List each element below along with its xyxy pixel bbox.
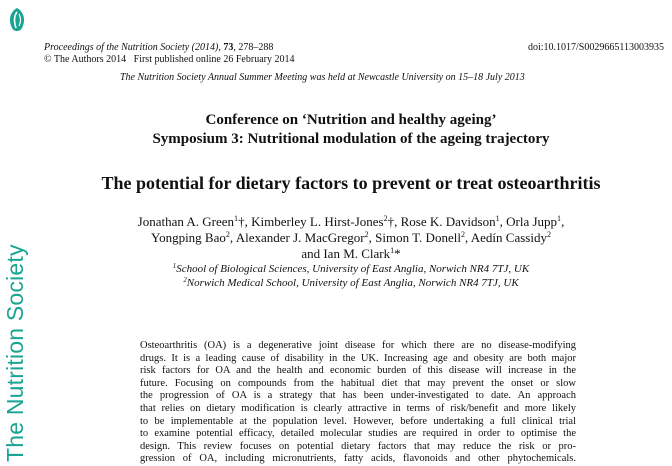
corresponding-author-marker: * [394,246,401,261]
author-note-marker: † [238,214,245,229]
conference-title: Conference on ‘Nutrition and healthy ageing’ [205,112,497,128]
journal-pages: , 278–288 [233,42,274,53]
journal-year: (2014), [191,42,221,53]
author-note-marker: † [387,214,395,229]
author-line-3 [30,246,672,261]
abstract-line: that relies on dietary modification is clearly attractive in terms of risk/benefit and more likely [140,402,576,414]
author-affiliation-marker: 2 [460,230,465,240]
author-name: Simon T. Donell [375,230,461,245]
article-title: The potential for dietary factors to prevent or treat osteoarthritis [101,173,601,193]
author-name: Aedín Cassidy [470,230,547,245]
copyright-text: © The Authors 2014 [44,54,127,65]
affiliation-1 [30,263,672,276]
author-affiliation-marker: 2 [546,230,551,240]
first-published-text: First published online 26 February 2014 [133,54,295,65]
affiliation-marker: 1 [172,262,177,270]
abstract-line: Osteoarthritis (OA) is a degenerative joint disease for which there are no disease-modifying [140,340,576,351]
abstract-line: to examine potential efficacy, detailed molecular studies are required in order to optimise the [140,428,576,440]
affiliation-text: Norwich Medical School, University of East Anglia, Norwich NR4 7TJ, UK [186,277,519,289]
author-line-2: Yongping Bao$^2$, Alexander J. MacGregor$^2$, Simon T. Donell$^2$, Aedín Cassidy$^2$ [150,230,551,245]
symposium-title: Symposium 3: Nutritional modulation of the ageing trajectory [152,131,550,147]
author-name: Alexander J. MacGregor [235,230,365,245]
affiliation-marker: 2 [183,276,187,284]
journal-citation [44,42,273,53]
journal-name: Proceedings of the Nutrition Society [44,42,190,53]
author-affiliation-marker: 1 [234,214,239,224]
author-affiliation-marker: 1 [495,214,500,224]
society-sidebar [0,0,30,462]
meeting-note: The Nutrition Society Annual Summer Meeting was held at Newcastle University on 15–18 July 2013 [120,72,525,83]
abstract-line: to be implementable at the population level. However, before undertaking a full clinical trial [140,415,576,427]
affiliation-text: School of Biological Sciences, University of East Anglia, Norwich NR4 7TJ, UK [176,263,530,275]
abstract-line: design. This review focuses on potential dietary factors that may reduce the risk or pro- [140,440,576,452]
author-name: and Ian M. Clark [301,246,391,261]
author-affiliation-marker: 2 [225,230,230,240]
affiliation-2 [30,277,672,290]
author-affiliation-marker: 2 [364,230,369,240]
abstract-line: the progression of OA is a strategy that has been under-investigated to date. An approach [140,390,576,402]
abstract-line: risk factors for OA and the health and economic burden of this disease will increase in the [140,365,576,377]
abstract-line: drugs. It is a leading cause of disability in the UK. Increasing age and obesity are both major [140,352,576,364]
nutrition-society-leaf-icon [6,6,28,34]
author-name: Kimberley L. Hirst-Jones [251,214,384,229]
society-name-vertical: The Nutrition Society [2,244,28,462]
copyright-line [44,54,294,65]
author-affiliation-marker: 2 [383,214,388,224]
author-name: Rose K. Davidson [400,214,496,229]
doi-link[interactable]: doi:10.1017/S0029665113003935 [527,42,664,53]
author-affiliation-marker: 1 [390,246,395,256]
author-name: Yongping Bao [150,230,226,245]
author-name: Jonathan A. Green [137,214,235,229]
author-line-1: Jonathan A. Green$^1$†, Kimberley L. Hirst-Jones$^2$†, Rose K. Davidson$^1$, Orla Jupp$^1$, [137,214,565,229]
author-name: Orla Jupp [506,214,558,229]
abstract [140,340,576,466]
journal-volume: 73 [223,42,234,53]
abstract-line: gression of OA, including micronutrients, fatty acids, flavonoids and other phytochemicals. [140,453,576,465]
abstract-line: future. Focusing on compounds from the habitual diet that may prevent the onset or slow [140,377,576,389]
author-affiliation-marker: 1 [557,214,562,224]
